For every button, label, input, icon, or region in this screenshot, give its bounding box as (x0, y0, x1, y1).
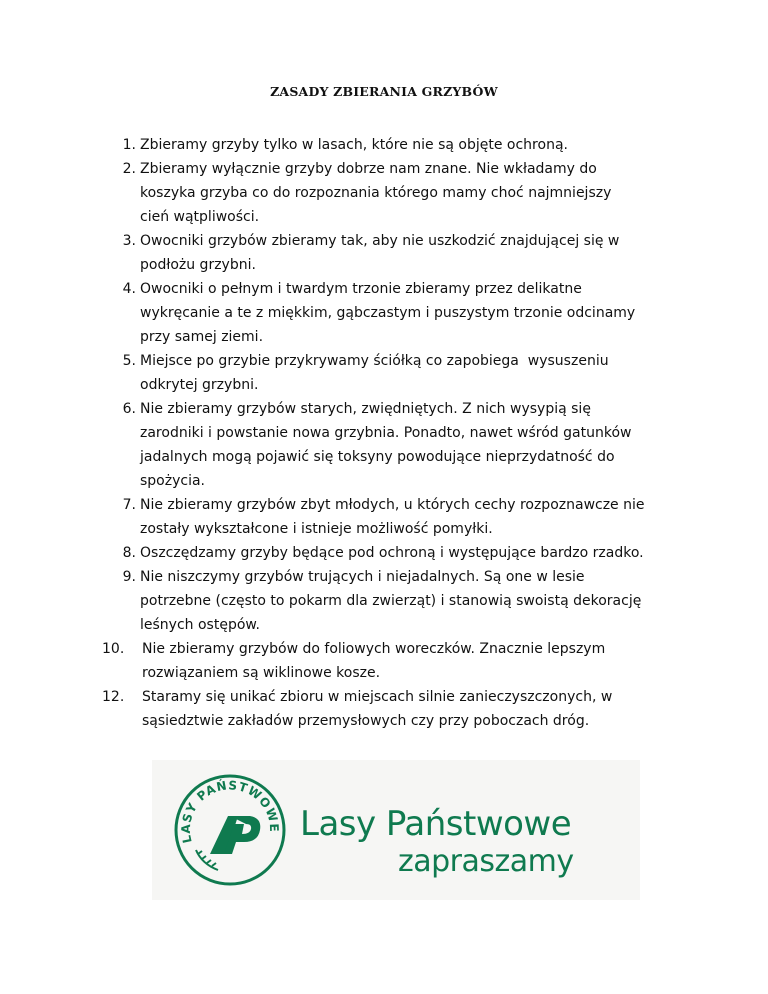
rule-number: 4. (122, 281, 136, 297)
logo-banner (152, 760, 640, 900)
brand-name: Lasy Państwowe (300, 804, 572, 844)
rule-number: 3. (122, 233, 136, 249)
rule-text: Staramy się unikać zbioru w miejscach silnie zanieczyszczonych, w sąsiedztwie zakładów przemysłowych czy przy poboczach dróg. (142, 689, 613, 729)
rule-number: 7. (122, 497, 136, 513)
page-title: ZASADY ZBIERANIA GRZYBÓW (270, 84, 498, 99)
rule-text: Miejsce po grzybie przykrywamy ściółką co zapobiega wysuszeniu odkrytej grzybni. (140, 353, 609, 393)
rule-number: 1. (122, 137, 136, 153)
list-item (94, 493, 694, 541)
emblem-text: LASY PAŃSTWOWE (178, 778, 282, 845)
rule-text: Zbieramy grzyby tylko w lasach, które nie są objęte ochroną. (140, 137, 568, 153)
rule-text: Nie niszczymy grzybów trujących i niejadalnych. Są one w lesie potrzebne (często to pokarm dla zwierząt) i stanowią swoistą dekorację leśnych ostępów. (140, 569, 642, 633)
rule-text: Nie zbieramy grzybów zbyt młodych, u których cechy rozpoznawcze nie zostały wykształcone i istnieje możliwość pomyłki. (140, 497, 645, 537)
list-item (94, 229, 694, 277)
brand-slogan: zapraszamy (398, 844, 574, 879)
rule-number: 8. (122, 545, 136, 561)
rule-number: 12. (102, 689, 125, 705)
rule-text: Owocniki o pełnym i twardym trzonie zbieramy przez delikatne wykręcanie a te z miękkim, gąbczastym i puszystym trzonie odcinamy przy samej ziemi. (140, 281, 636, 345)
list-item (94, 397, 694, 493)
rule-text: Zbieramy wyłącznie grzyby dobrze nam znane. Nie wkładamy do koszyka grzyba co do rozpoznania którego mamy choć najmniejszy cień wątpliwości. (140, 161, 612, 225)
list-item (94, 685, 694, 733)
list-item (94, 157, 694, 229)
rule-number: 5. (122, 353, 136, 369)
rule-number: 9. (122, 569, 136, 585)
list-item (94, 565, 694, 637)
list-item (94, 133, 694, 157)
rule-number: 10. (102, 641, 125, 657)
list-item (94, 637, 694, 685)
list-item (94, 277, 694, 349)
rule-text: Owocniki grzybów zbieramy tak, aby nie uszkodzić znajdującej się w podłożu grzybni. (140, 233, 620, 273)
lasy-panstwowe-emblem-icon (172, 772, 288, 888)
rules-list (94, 133, 694, 733)
list-item (94, 349, 694, 397)
rule-number: 6. (122, 401, 136, 417)
rule-text: Nie zbieramy grzybów starych, zwiędniętych. Z nich wysypią się zarodniki i powstanie nowa grzybnia. Ponadto, nawet wśród gatunków jadalnych mogą pojawić się toksyny powodujące nieprzydatność do spożycia. (140, 401, 632, 489)
rule-text: Nie zbieramy grzybów do foliowych woreczków. Znacznie lepszym rozwiązaniem są wiklinowe kosze. (142, 641, 606, 681)
list-item (94, 541, 694, 565)
rule-number: 2. (122, 161, 136, 177)
rule-text: Oszczędzamy grzyby będące pod ochroną i występujące bardzo rzadko. (140, 545, 644, 561)
